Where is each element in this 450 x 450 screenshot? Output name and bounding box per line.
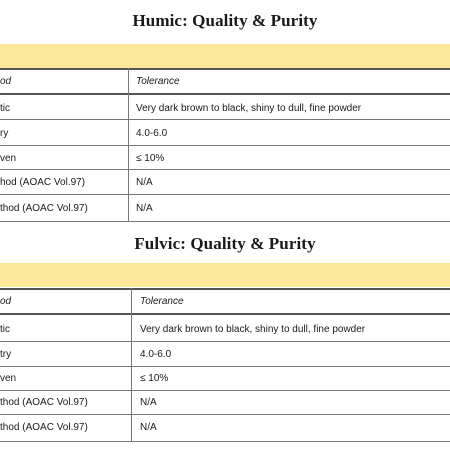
humic-row5-tolerance: N/A xyxy=(136,203,153,214)
fulvic-rule-4 xyxy=(0,414,450,415)
humic-title: Humic: Quality & Purity xyxy=(132,11,318,30)
humic-rule-4 xyxy=(0,194,450,195)
fulvic-rule-2 xyxy=(0,366,450,367)
humic-row3-method: ven xyxy=(0,153,17,164)
humic-row4-tolerance: N/A xyxy=(136,177,153,188)
humic-row3-tolerance: ≤ 10% xyxy=(136,153,165,164)
humic-header-band xyxy=(0,44,450,68)
humic-rule-1 xyxy=(0,119,450,120)
fulvic-header-tolerance: Tolerance xyxy=(140,296,184,307)
humic-row1-method: tic xyxy=(0,103,10,114)
fulvic-header-band xyxy=(0,263,450,287)
fulvic-title: Fulvic: Quality & Purity xyxy=(134,234,316,253)
fulvic-row2-method: try xyxy=(0,349,12,360)
humic-row4-method: hod (AOAC Vol.97) xyxy=(0,177,86,188)
fulvic-row4-method: thod (AOAC Vol.97) xyxy=(0,397,88,408)
fulvic-rule-top xyxy=(0,288,450,290)
fulvic-row4-tolerance: N/A xyxy=(140,397,157,408)
fulvic-row5-tolerance: N/A xyxy=(140,422,157,433)
humic-row5-method: thod (AOAC Vol.97) xyxy=(0,203,88,214)
fulvic-header-method: od xyxy=(0,296,12,307)
fulvic-row1-tolerance: Very dark brown to black, shiny to dull, fine powder xyxy=(140,324,366,335)
humic-rule-3 xyxy=(0,169,450,170)
humic-row1-tolerance: Very dark brown to black, shiny to dull, fine powder xyxy=(136,103,362,114)
humic-rule-top xyxy=(0,68,450,70)
fulvic-column-divider xyxy=(131,288,132,441)
fulvic-rule-3 xyxy=(0,390,450,391)
humic-row2-tolerance: 4.0-6.0 xyxy=(136,128,168,139)
fulvic-row3-method: ven xyxy=(0,373,17,384)
fulvic-rule-1 xyxy=(0,341,450,342)
humic-rule-2 xyxy=(0,145,450,146)
humic-rule-header xyxy=(0,93,450,95)
humic-row2-method: ry xyxy=(0,128,9,139)
humic-header-tolerance: Tolerance xyxy=(136,76,180,87)
fulvic-row5-method: thod (AOAC Vol.97) xyxy=(0,422,88,433)
fulvic-row1-method: tic xyxy=(0,324,10,335)
fulvic-rule-bottom xyxy=(0,441,450,442)
humic-rule-bottom xyxy=(0,221,450,222)
fulvic-row2-tolerance: 4.0-6.0 xyxy=(140,349,172,360)
fulvic-row3-tolerance: ≤ 10% xyxy=(140,373,169,384)
humic-header-method: od xyxy=(0,76,12,87)
fulvic-rule-header xyxy=(0,313,450,315)
humic-column-divider xyxy=(128,68,129,221)
